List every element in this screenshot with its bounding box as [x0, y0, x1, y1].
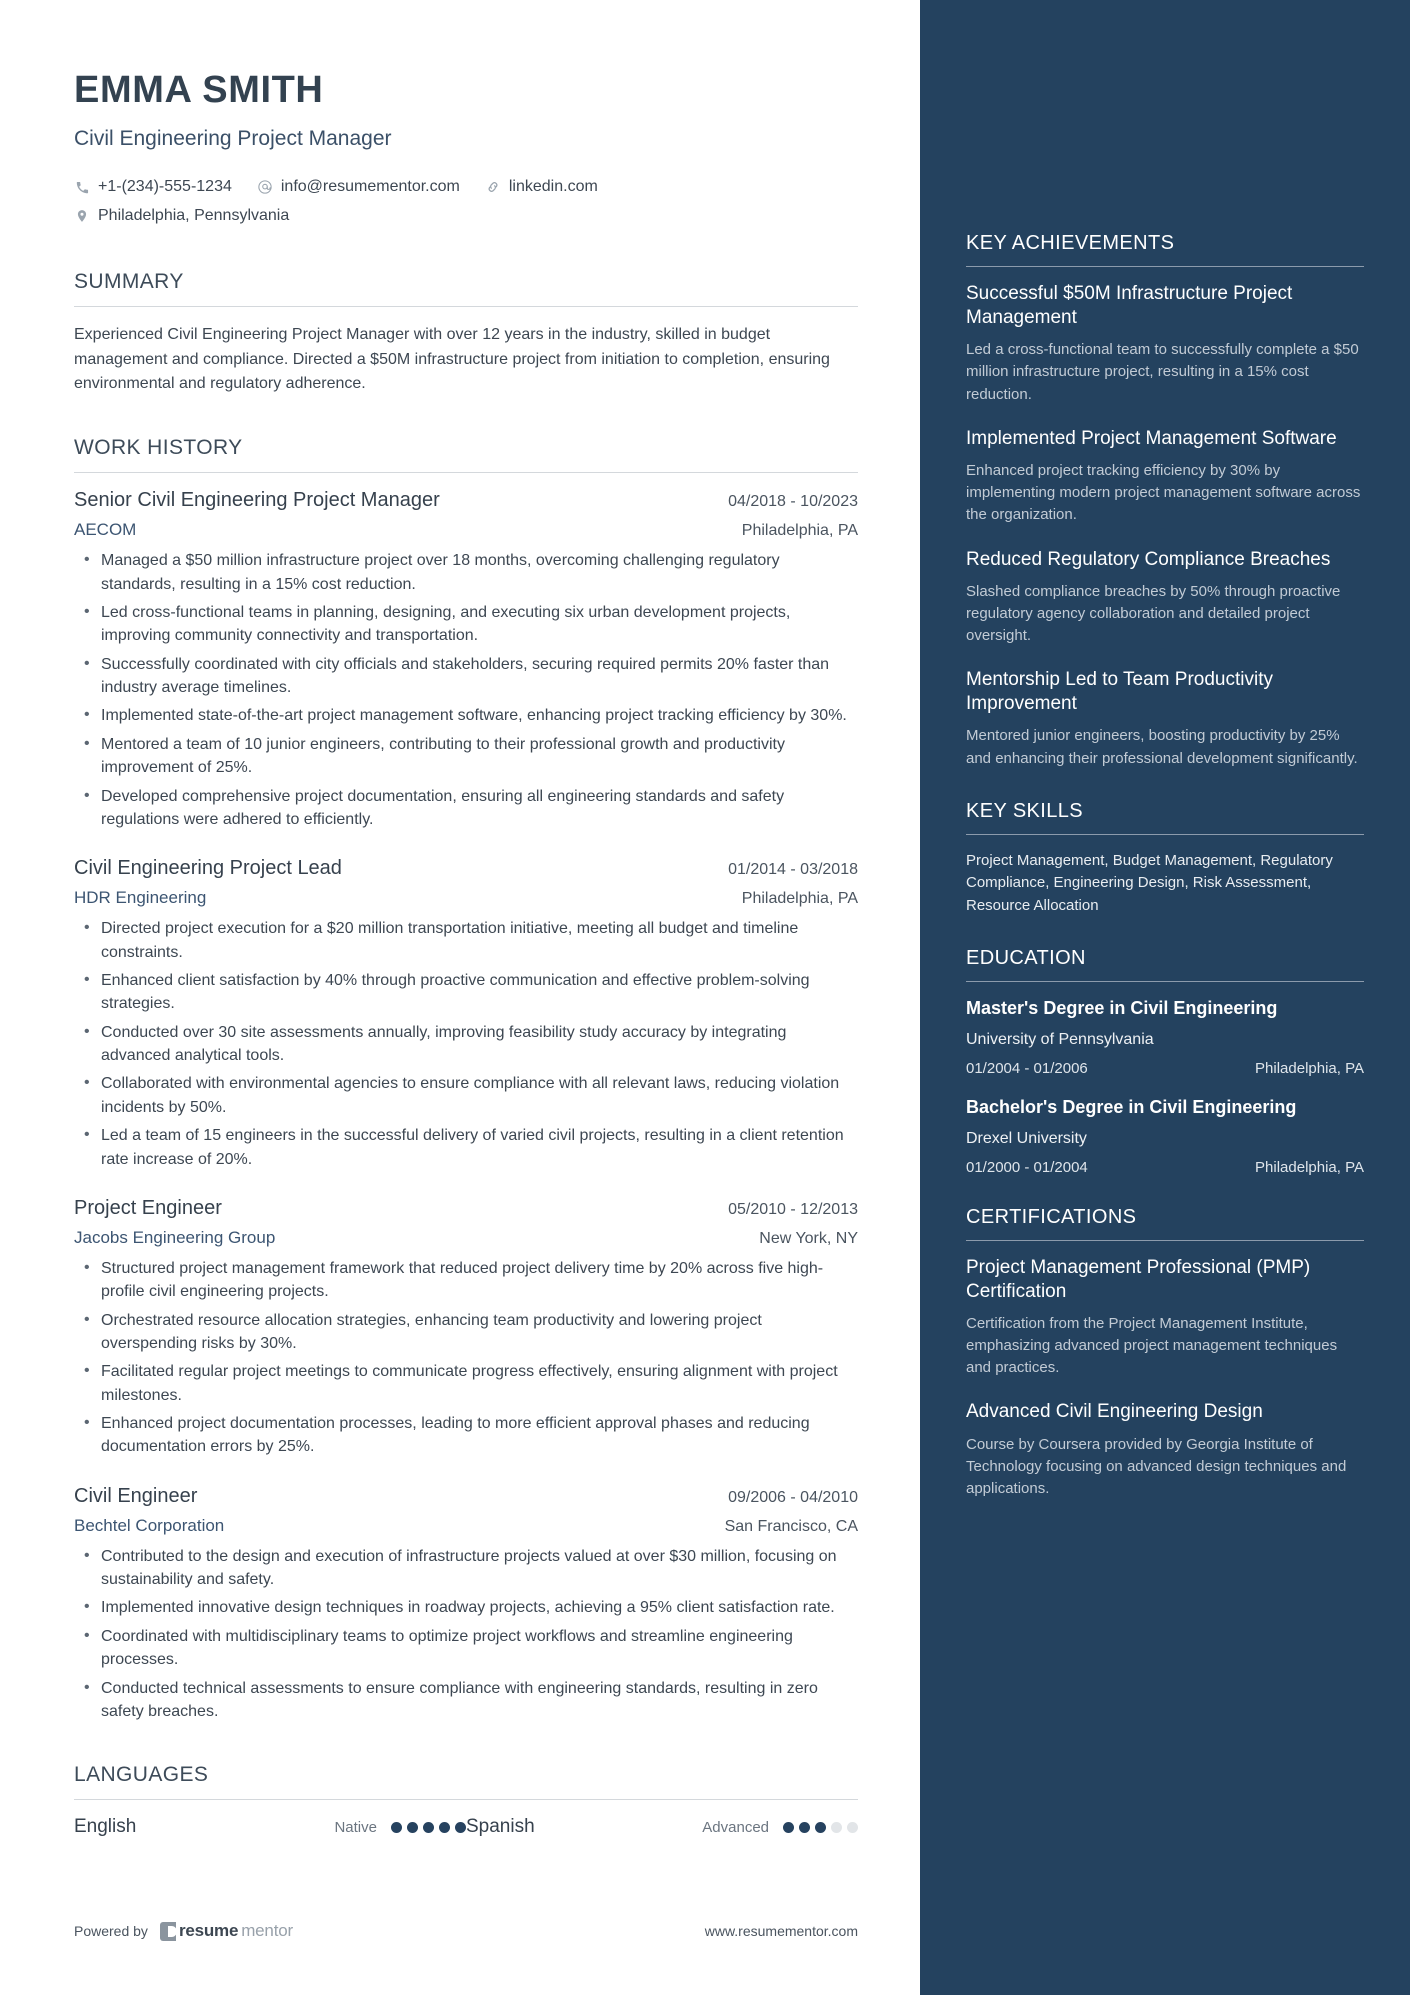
work-bullet: • Conducted over 30 site assessments annually, improving feasibility study accuracy by integrating advanced analytical tools.: [74, 1021, 858, 1068]
language-rating-dot: [831, 1822, 842, 1833]
section-summary: [74, 270, 858, 396]
link-icon: [485, 179, 501, 195]
job-dates: 01/2014 - 03/2018: [728, 861, 858, 879]
work-bullet: • Facilitated regular project meetings to communicate progress effectively, ensuring alignment with project milestones.: [74, 1360, 858, 1407]
phone-icon: [74, 179, 90, 195]
certifications-list: [966, 1256, 1364, 1501]
key-achievements-list: [966, 282, 1364, 770]
powered-by-block: [74, 1921, 293, 1941]
language-rating-dot: [391, 1822, 402, 1833]
job-title: Project Engineer: [74, 1196, 222, 1219]
work-history-entry: [74, 1485, 858, 1724]
language-rating-dot: [439, 1822, 450, 1833]
work-bullet: • Mentored a team of 10 junior engineers, contributing to their professional growth and productivity improvement of 25%.: [74, 733, 858, 780]
language-item: [466, 1816, 858, 1838]
language-rating: [783, 1822, 858, 1833]
contact-linkedin-value: linkedin.com: [508, 177, 598, 195]
education-divider: [966, 981, 1364, 982]
section-languages: [74, 1763, 858, 1838]
language-rating-dot: [847, 1822, 858, 1833]
work-history-entry: [74, 489, 858, 831]
language-rating-dot: [799, 1822, 810, 1833]
key-achievements-divider: [966, 266, 1364, 267]
language-name: English: [74, 1816, 137, 1838]
job-title-row: [74, 857, 858, 880]
job-company: AECOM: [74, 520, 137, 540]
work-bullet: • Enhanced client satisfaction by 40% through proactive communication and effective problem-solving strategies.: [74, 969, 858, 1016]
job-company: Bechtel Corporation: [74, 1515, 225, 1535]
work-bullet: • Implemented innovative design techniques in roadway projects, achieving a 95% client satisfaction rate.: [74, 1596, 858, 1619]
education-degree: Bachelor's Degree in Civil Engineering: [966, 1096, 1297, 1117]
job-bullets: [74, 1545, 858, 1724]
work-bullet: • Structured project management framework that reduced project delivery time by 20% across five high-profile civil engineering projects.: [74, 1257, 858, 1304]
section-key-achievements: [966, 232, 1364, 770]
language-level: Advanced: [702, 1818, 769, 1836]
work-bullet: • Coordinated with multidisciplinary teams to optimize project workflows and streamline engineering processes.: [74, 1625, 858, 1672]
achievement-description: Led a cross-functional team to successfully complete a $50 million infrastructure project, resulting in a 15% cost reduction.: [966, 341, 1359, 403]
language-level: Native: [334, 1818, 377, 1836]
achievement-item: [966, 427, 1364, 527]
resumementor-logo-icon: [160, 1922, 176, 1941]
section-key-skills: [966, 800, 1364, 918]
certification-title: Project Management Professional (PMP) Certification: [966, 1256, 1311, 1302]
job-dates: 04/2018 - 10/2023: [728, 493, 858, 511]
job-location: New York, NY: [759, 1229, 858, 1247]
achievement-title: Reduced Regulatory Compliance Breaches: [966, 548, 1331, 570]
certifications-divider: [966, 1240, 1364, 1241]
contact-linkedin[interactable]: [485, 173, 598, 202]
education-list: [966, 997, 1364, 1175]
work-bullet: • Enhanced project documentation processes, leading to more efficient approval phases and reducing documentation errors by 25%.: [74, 1412, 858, 1459]
languages-heading: LANGUAGES: [74, 1763, 209, 1787]
job-bullets: [74, 917, 858, 1171]
contact-email-value: info@resumementor.com: [280, 177, 460, 195]
work-bullet: • Successfully coordinated with city officials and stakeholders, securing required permits 20% faster than industry average timelines.: [74, 653, 858, 700]
language-name: Spanish: [466, 1816, 535, 1838]
job-dates: 05/2010 - 12/2013: [728, 1200, 858, 1218]
education-heading: EDUCATION: [966, 947, 1086, 970]
language-rating-dot: [783, 1822, 794, 1833]
job-company-row: [74, 1516, 858, 1536]
education-degree: Master's Degree in Civil Engineering: [966, 998, 1278, 1019]
job-title: Civil Engineer: [74, 1484, 198, 1507]
language-rating-dot: [815, 1822, 826, 1833]
contact-location-value: Philadelphia, Pennsylvania: [98, 206, 290, 224]
work-history-entry: [74, 1197, 858, 1459]
education-location: Philadelphia, PA: [1255, 1059, 1364, 1077]
education-meta: [966, 1159, 1364, 1176]
work-bullet: • Conducted technical assessments to ensure compliance with engineering standards, resulting in zero safety breaches.: [74, 1677, 858, 1724]
job-location: Philadelphia, PA: [741, 890, 858, 908]
achievement-title: Successful $50M Infrastructure Project Management: [966, 283, 1293, 329]
location-pin-icon: [74, 208, 90, 224]
job-title: Senior Civil Engineering Project Manager: [74, 489, 440, 512]
certification-description: Certification from the Project Management Institute, emphasizing advanced project management techniques and practices.: [966, 1314, 1338, 1377]
key-skills-heading: KEY SKILLS: [966, 799, 1084, 822]
job-company: Jacobs Engineering Group: [74, 1227, 276, 1247]
contact-row-location: [74, 202, 858, 231]
key-achievements-heading: KEY ACHIEVEMENTS: [966, 232, 1175, 254]
education-dates: 01/2004 - 01/2006: [966, 1059, 1088, 1077]
education-location: Philadelphia, PA: [1255, 1158, 1364, 1176]
section-work-history: [74, 436, 858, 1723]
work-bullet: • Implemented state-of-the-art project management software, enhancing project tracking efficiency by 30%.: [74, 704, 858, 727]
certifications-heading: CERTIFICATIONS: [966, 1205, 1137, 1228]
contact-block: [74, 173, 858, 231]
work-history-divider: [74, 472, 858, 473]
job-bullets: [74, 1257, 858, 1459]
achievement-description: Slashed compliance breaches by 50% through proactive regulatory agency collaboration and detailed project oversight.: [966, 582, 1341, 644]
job-dates: 09/2006 - 04/2010: [728, 1488, 858, 1506]
job-location: Philadelphia, PA: [741, 522, 858, 540]
work-bullet: • Directed project execution for a $20 million transportation initiative, meeting all budget and timeline constraints.: [74, 917, 858, 964]
work-bullet: • Contributed to the design and execution of infrastructure projects valued at over $30 million, focusing on sustainability and safety.: [74, 1545, 858, 1592]
education-school: Drexel University: [966, 1129, 1087, 1147]
certification-item: [966, 1256, 1364, 1380]
work-history-heading: WORK HISTORY: [74, 436, 243, 460]
achievement-description: Mentored junior engineers, boosting productivity by 25% and enhancing their professional development significantly.: [966, 727, 1358, 767]
contact-email[interactable]: [257, 173, 460, 202]
work-bullet: • Led a team of 15 engineers in the successful delivery of varied civil projects, resulting in a client retention rate increase of 20%.: [74, 1124, 858, 1171]
language-rating-dot: [455, 1822, 466, 1833]
email-icon: [257, 179, 273, 195]
certification-title: Advanced Civil Engineering Design: [966, 1401, 1263, 1423]
section-certifications: [966, 1206, 1364, 1501]
logo-text-light: mentor: [241, 1921, 293, 1940]
work-bullet: • Managed a $50 million infrastructure project over 18 months, overcoming challenging regulatory standards, resulting in a 15% cost reduction.: [74, 549, 858, 596]
logo-text-bold: resume: [178, 1921, 239, 1940]
work-history-entry: [74, 857, 858, 1171]
contact-row-primary: [74, 173, 858, 202]
candidate-headline: Civil Engineering Project Manager: [74, 126, 392, 150]
contact-phone[interactable]: [74, 173, 232, 202]
job-company: HDR Engineering: [74, 888, 207, 908]
candidate-name: EMMA SMITH: [74, 69, 324, 111]
language-rating-dot: [407, 1822, 418, 1833]
summary-heading: SUMMARY: [74, 270, 184, 294]
education-dates: 01/2000 - 01/2004: [966, 1158, 1088, 1176]
language-item: [74, 1816, 466, 1838]
achievement-item: [966, 668, 1364, 770]
summary-divider: [74, 306, 858, 307]
certification-description: Course by Coursera provided by Georgia Institute of Technology focusing on advanced design techniques and applications.: [966, 1435, 1347, 1497]
job-title-row: [74, 1485, 858, 1508]
footer-website[interactable]: www.resumementor.com: [704, 1923, 858, 1939]
key-skills-text: Project Management, Budget Management, Regulatory Compliance, Engineering Design, Risk Assessment, Resource Allocation: [966, 851, 1333, 914]
work-bullet: • Collaborated with environmental agencies to ensure compliance with all relevant laws, reducing violation incidents by 50%.: [74, 1072, 858, 1119]
work-bullet: • Developed comprehensive project documentation, ensuring all engineering standards and safety regulations were adhered to efficiently.: [74, 785, 858, 832]
summary-text: Experienced Civil Engineering Project Manager with over 12 years in the industry, skilled in budget management and compliance. Directed a $50M infrastructure project from initiation to completion, ensuring environmental and regulatory adherence.: [74, 326, 830, 393]
job-company-row: [74, 1228, 858, 1248]
certification-item: [966, 1400, 1364, 1500]
work-bullet: • Orchestrated resource allocation strategies, enhancing team productivity and lowering project overspending risks by 30%.: [74, 1309, 858, 1356]
job-title-row: [74, 489, 858, 512]
achievement-title: Mentorship Led to Team Productivity Improvement: [966, 669, 1273, 715]
section-education: [966, 947, 1364, 1175]
job-location: San Francisco, CA: [724, 1517, 858, 1535]
job-title: Civil Engineering Project Lead: [74, 857, 342, 880]
education-item: [966, 997, 1364, 1077]
contact-location: [74, 202, 289, 231]
education-item: [966, 1096, 1364, 1176]
page-footer: [74, 1921, 858, 1941]
resume-sidebar: [920, 0, 1410, 1995]
jobs-list: [74, 489, 858, 1723]
language-rating: [391, 1822, 466, 1833]
work-bullet: • Led cross-functional teams in planning, designing, and executing six urban development projects, improving community connectivity and transportation.: [74, 601, 858, 648]
powered-by-label: Powered by: [74, 1923, 148, 1939]
languages-divider: [74, 1799, 858, 1800]
job-company-row: [74, 520, 858, 540]
resumementor-logo[interactable]: [160, 1921, 293, 1941]
language-rating-dot: [423, 1822, 434, 1833]
job-bullets: [74, 549, 858, 831]
education-school: University of Pennsylvania: [966, 1030, 1154, 1048]
job-title-row: [74, 1197, 858, 1220]
achievement-description: Enhanced project tracking efficiency by 30% by implementing modern project management software across the organization.: [966, 461, 1361, 524]
education-meta: [966, 1060, 1364, 1077]
contact-phone-value: +1-(234)-555-1234: [98, 177, 232, 195]
achievement-item: [966, 548, 1364, 648]
achievement-title: Implemented Project Management Software: [966, 427, 1337, 449]
key-skills-divider: [966, 834, 1364, 835]
job-company-row: [74, 888, 858, 908]
achievement-item: [966, 282, 1364, 406]
languages-list: [74, 1816, 858, 1838]
